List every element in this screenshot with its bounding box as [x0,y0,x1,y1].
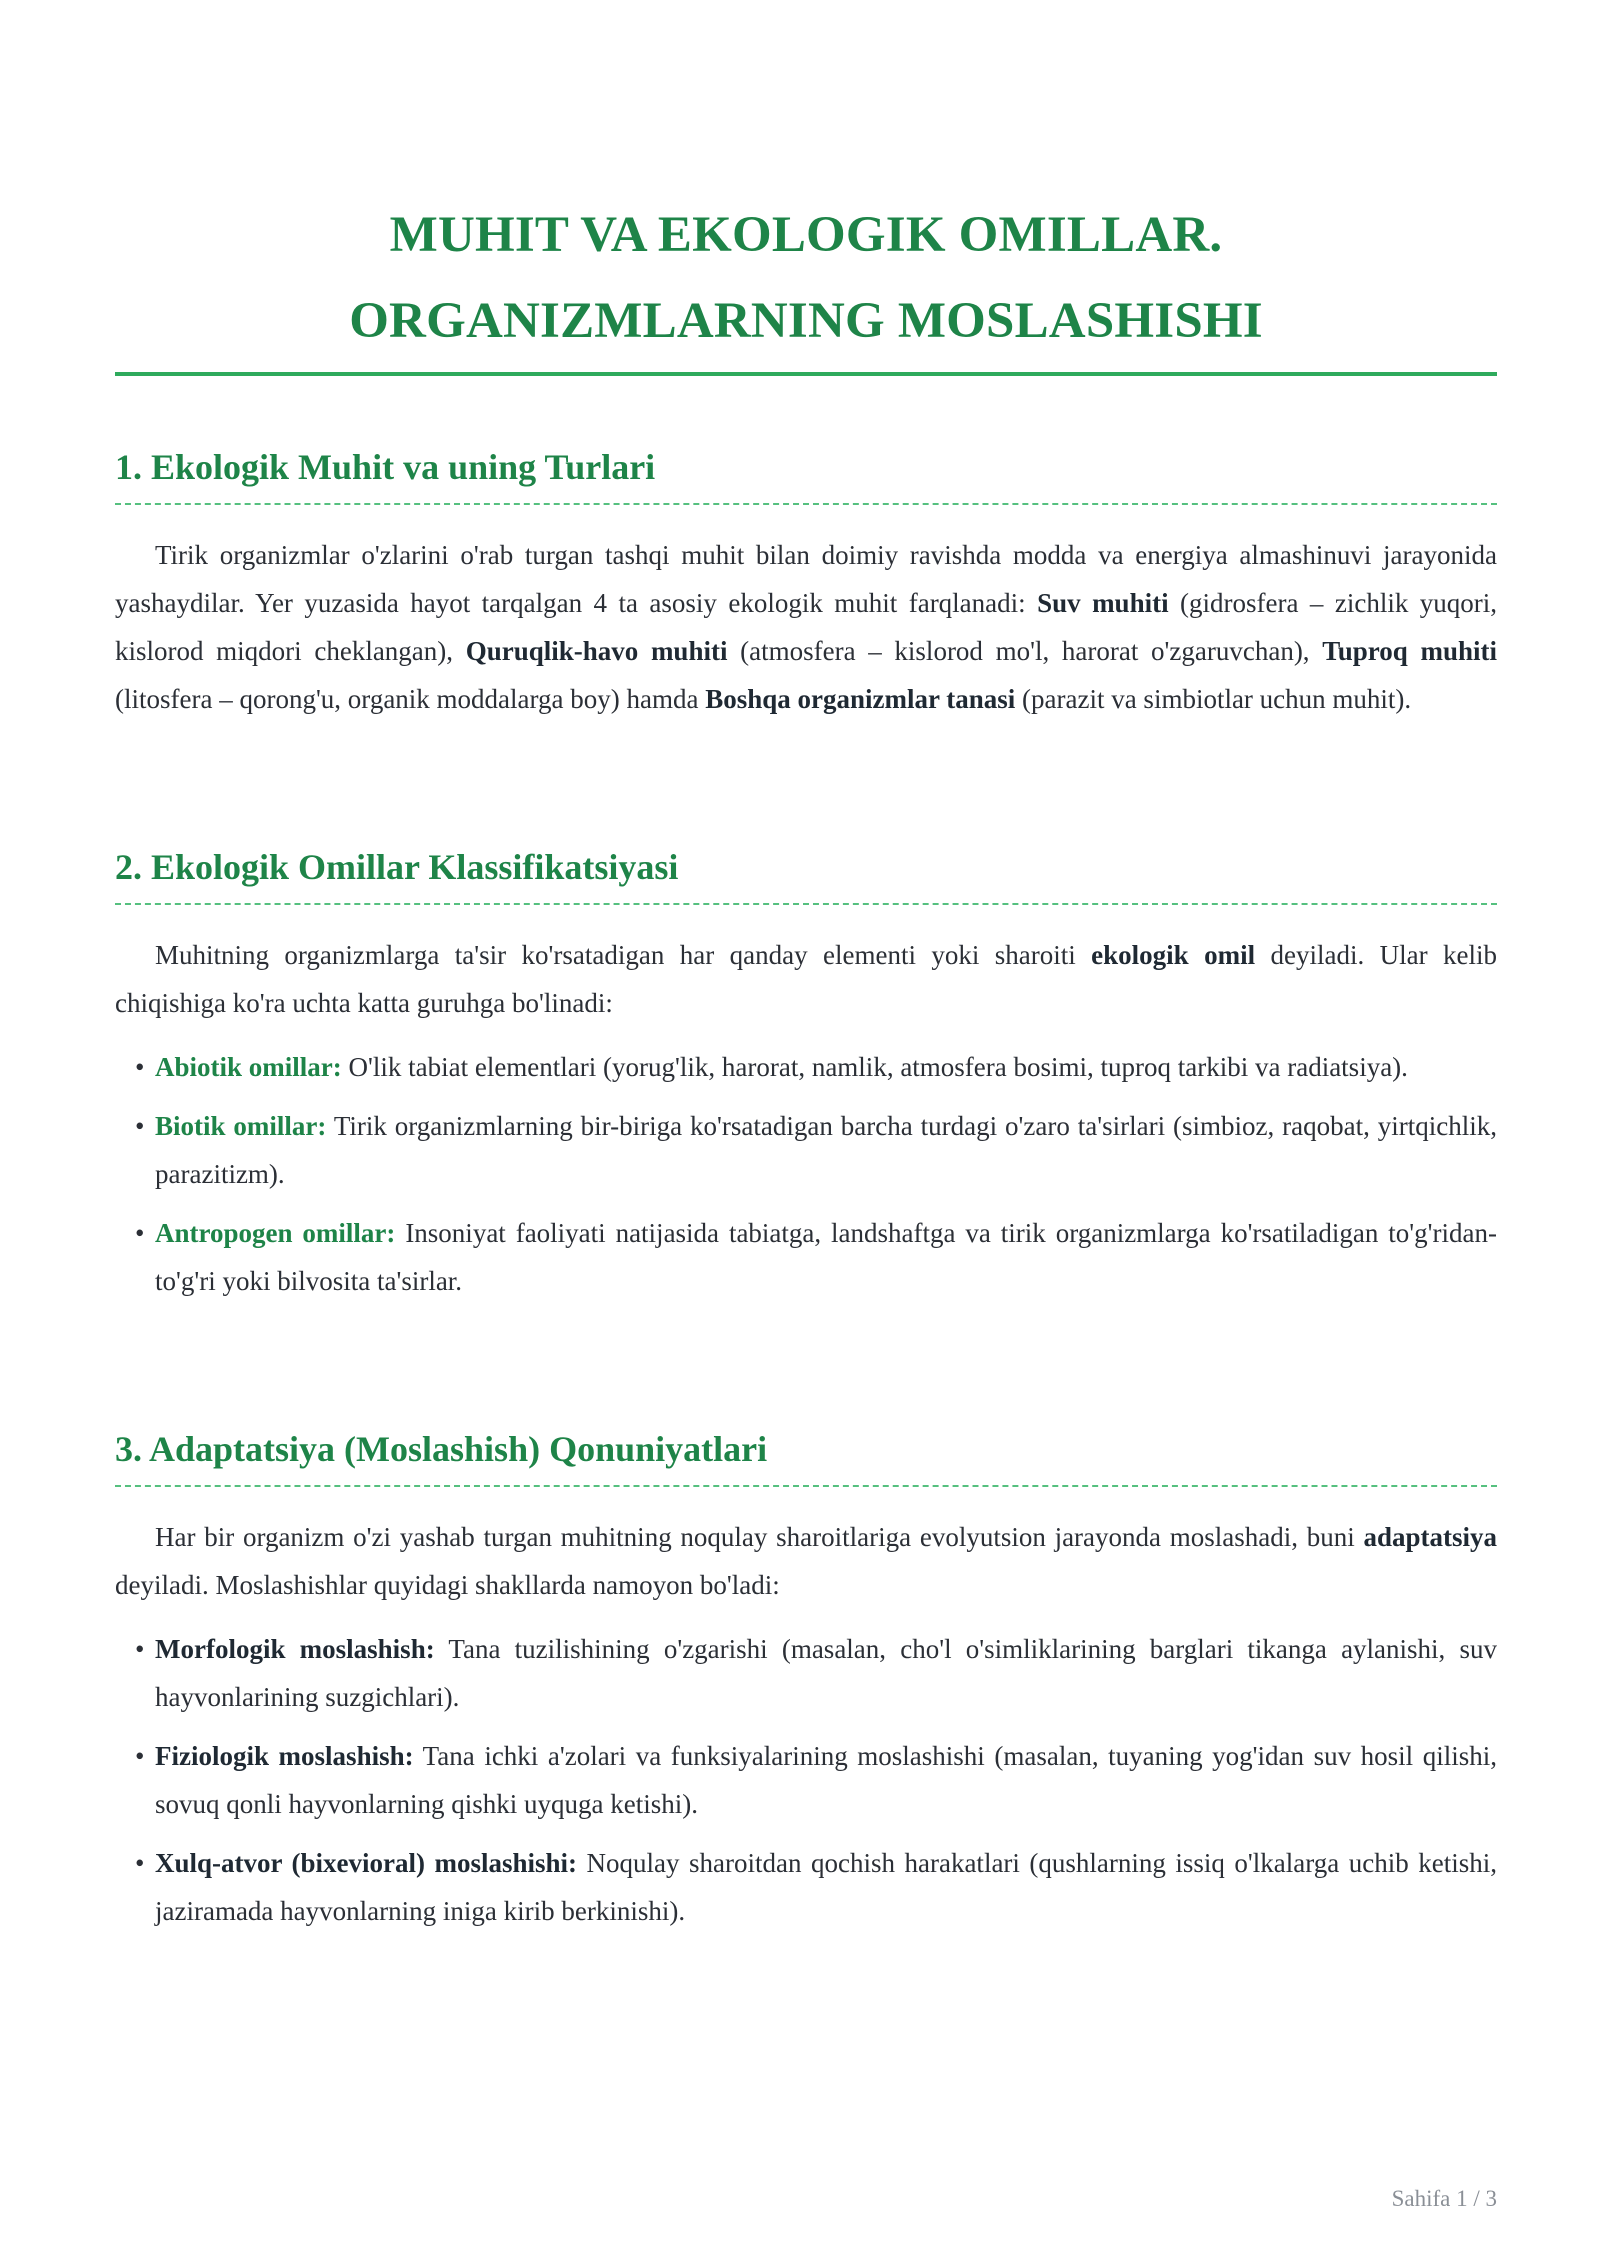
factor-list [115,1043,1497,1305]
text-run: (gidrosfera – zichlik yuqori, kislorod miqdori cheklangan), [115,588,1497,666]
list-item [115,1732,1497,1828]
list-item-term: Biotik omillar: [155,1111,327,1141]
text-run: (parazit va simbiotlar uchun muhit). [1015,684,1412,714]
list-item-term: Abiotik omillar: [155,1052,342,1082]
text-run: deyiladi. Moslashishlar quyidagi shakllarda namoyon bo'ladi: [115,1570,780,1600]
section-3-heading: 3. Adaptatsiya (Moslashish) Qonuniyatlari [115,1427,1497,1487]
list-item [115,1043,1497,1091]
text-run: Muhitning organizmlarga ta'sir ko'rsatadigan har qanday elementi yoki sharoiti [155,940,1092,970]
section-3 [115,1427,1497,1946]
text-run: (atmosfera – kislorod mo'l, harorat o'zgaruvchan), [727,636,1323,666]
section-1-paragraph [115,531,1497,723]
list-item-term: Fiziologik moslashish: [155,1741,414,1771]
text-run: Har bir organizm o'zi yashab turgan muhitning noqulay sharoitlariga evolyutsion jarayonda moslashadi, buni [155,1522,1364,1552]
list-item-text: Tirik organizmlarning bir-biriga ko'rsatadigan barcha turdagi o'zaro ta'sirlari (simbioz, raqobat, yirtqichlik, parazitizm). [155,1111,1497,1189]
list-item-term: Morfologik moslashish: [155,1634,435,1664]
title-divider [115,372,1497,376]
document-title [115,192,1497,364]
section-2 [115,845,1497,1316]
section-1-heading: 1. Ekologik Muhit va uning Turlari [115,445,1497,505]
adaptation-list [115,1625,1497,1935]
list-item-text: Tana ichki a'zolari va funksiyalarining moslashishi (masalan, tuyaning yog'idan suv hosil qilishi, sovuq qonli hayvonlarning qishki uyquga ketishi). [155,1741,1497,1819]
section-3-paragraph [115,1513,1497,1609]
list-item [115,1209,1497,1305]
term-quruqlik-havo-muhiti: Quruqlik-havo muhiti [465,636,728,666]
term-boshqa-organizmlar: Boshqa organizmlar tanasi [705,684,1016,714]
section-1 [115,445,1497,723]
list-item-term: Xulq-atvor (bixevioral) moslashishi: [155,1848,578,1878]
list-item-term: Antropogen omillar: [155,1218,396,1248]
list-item [115,1625,1497,1721]
list-item-text: Noqulay sharoitdan qochish harakatlari (qushlarning issiq o'lkalarga uchib ketishi, jaziramada hayvonlarning iniga kirib berkinishi). [155,1848,1497,1926]
text-run: Tirik organizmlar o'zlarini o'rab turgan tashqi muhit bilan doimiy ravishda modda va energiya almashinuvi jarayonida yashaydilar. Yer yuzasida hayot tarqalgan 4 ta asosiy ekologik muhit farqlanadi: [115,540,1497,618]
term-tuproq-muhiti: Tuproq muhiti [1322,636,1498,666]
bullet-icon: • [135,1111,145,1141]
term-ekologik-omil: ekologik omil [1091,940,1256,970]
list-item [115,1102,1497,1198]
list-item [115,1839,1497,1935]
list-item-text: O'lik tabiat elementlari (yorug'lik, harorat, namlik, atmosfera bosimi, tuproq tarkibi va radiatsiya). [341,1052,1408,1082]
list-item-text: Tana tuzilishining o'zgarishi (masalan, cho'l o'simliklarining barglari tikanga aylanishi, suv hayvonlarining suzgichlari). [155,1634,1497,1712]
bullet-icon: • [135,1848,145,1878]
bullet-icon: • [135,1634,145,1664]
page-number: Sahifa 1 / 3 [1391,2186,1497,2211]
bullet-icon: • [135,1218,145,1248]
term-suv-muhiti: Suv muhiti [1037,588,1169,618]
section-2-paragraph [115,931,1497,1027]
title-line-2: ORGANIZMLARNING MOSLASHISHI [349,293,1263,349]
text-run: (litosfera – qorong'u, organik moddalarga boy) hamda [115,684,706,714]
section-2-heading: 2. Ekologik Omillar Klassifikatsiyasi [115,845,1497,905]
title-line-1: MUHIT VA EKOLOGIK OMILLAR. [389,207,1223,263]
term-adaptatsiya: adaptatsiya [1363,1522,1497,1552]
bullet-icon: • [135,1741,145,1771]
bullet-icon: • [135,1052,145,1082]
list-item-text: Insoniyat faoliyati natijasida tabiatga, landshaftga va tirik organizmlarga ko'rsatiladigan to'g'ridan-to'g'ri yoki bilvosita ta'sirlar. [155,1218,1497,1296]
text-run: deyiladi. Ular kelib chiqishiga ko'ra uchta katta guruhga bo'linadi: [115,940,1497,1018]
